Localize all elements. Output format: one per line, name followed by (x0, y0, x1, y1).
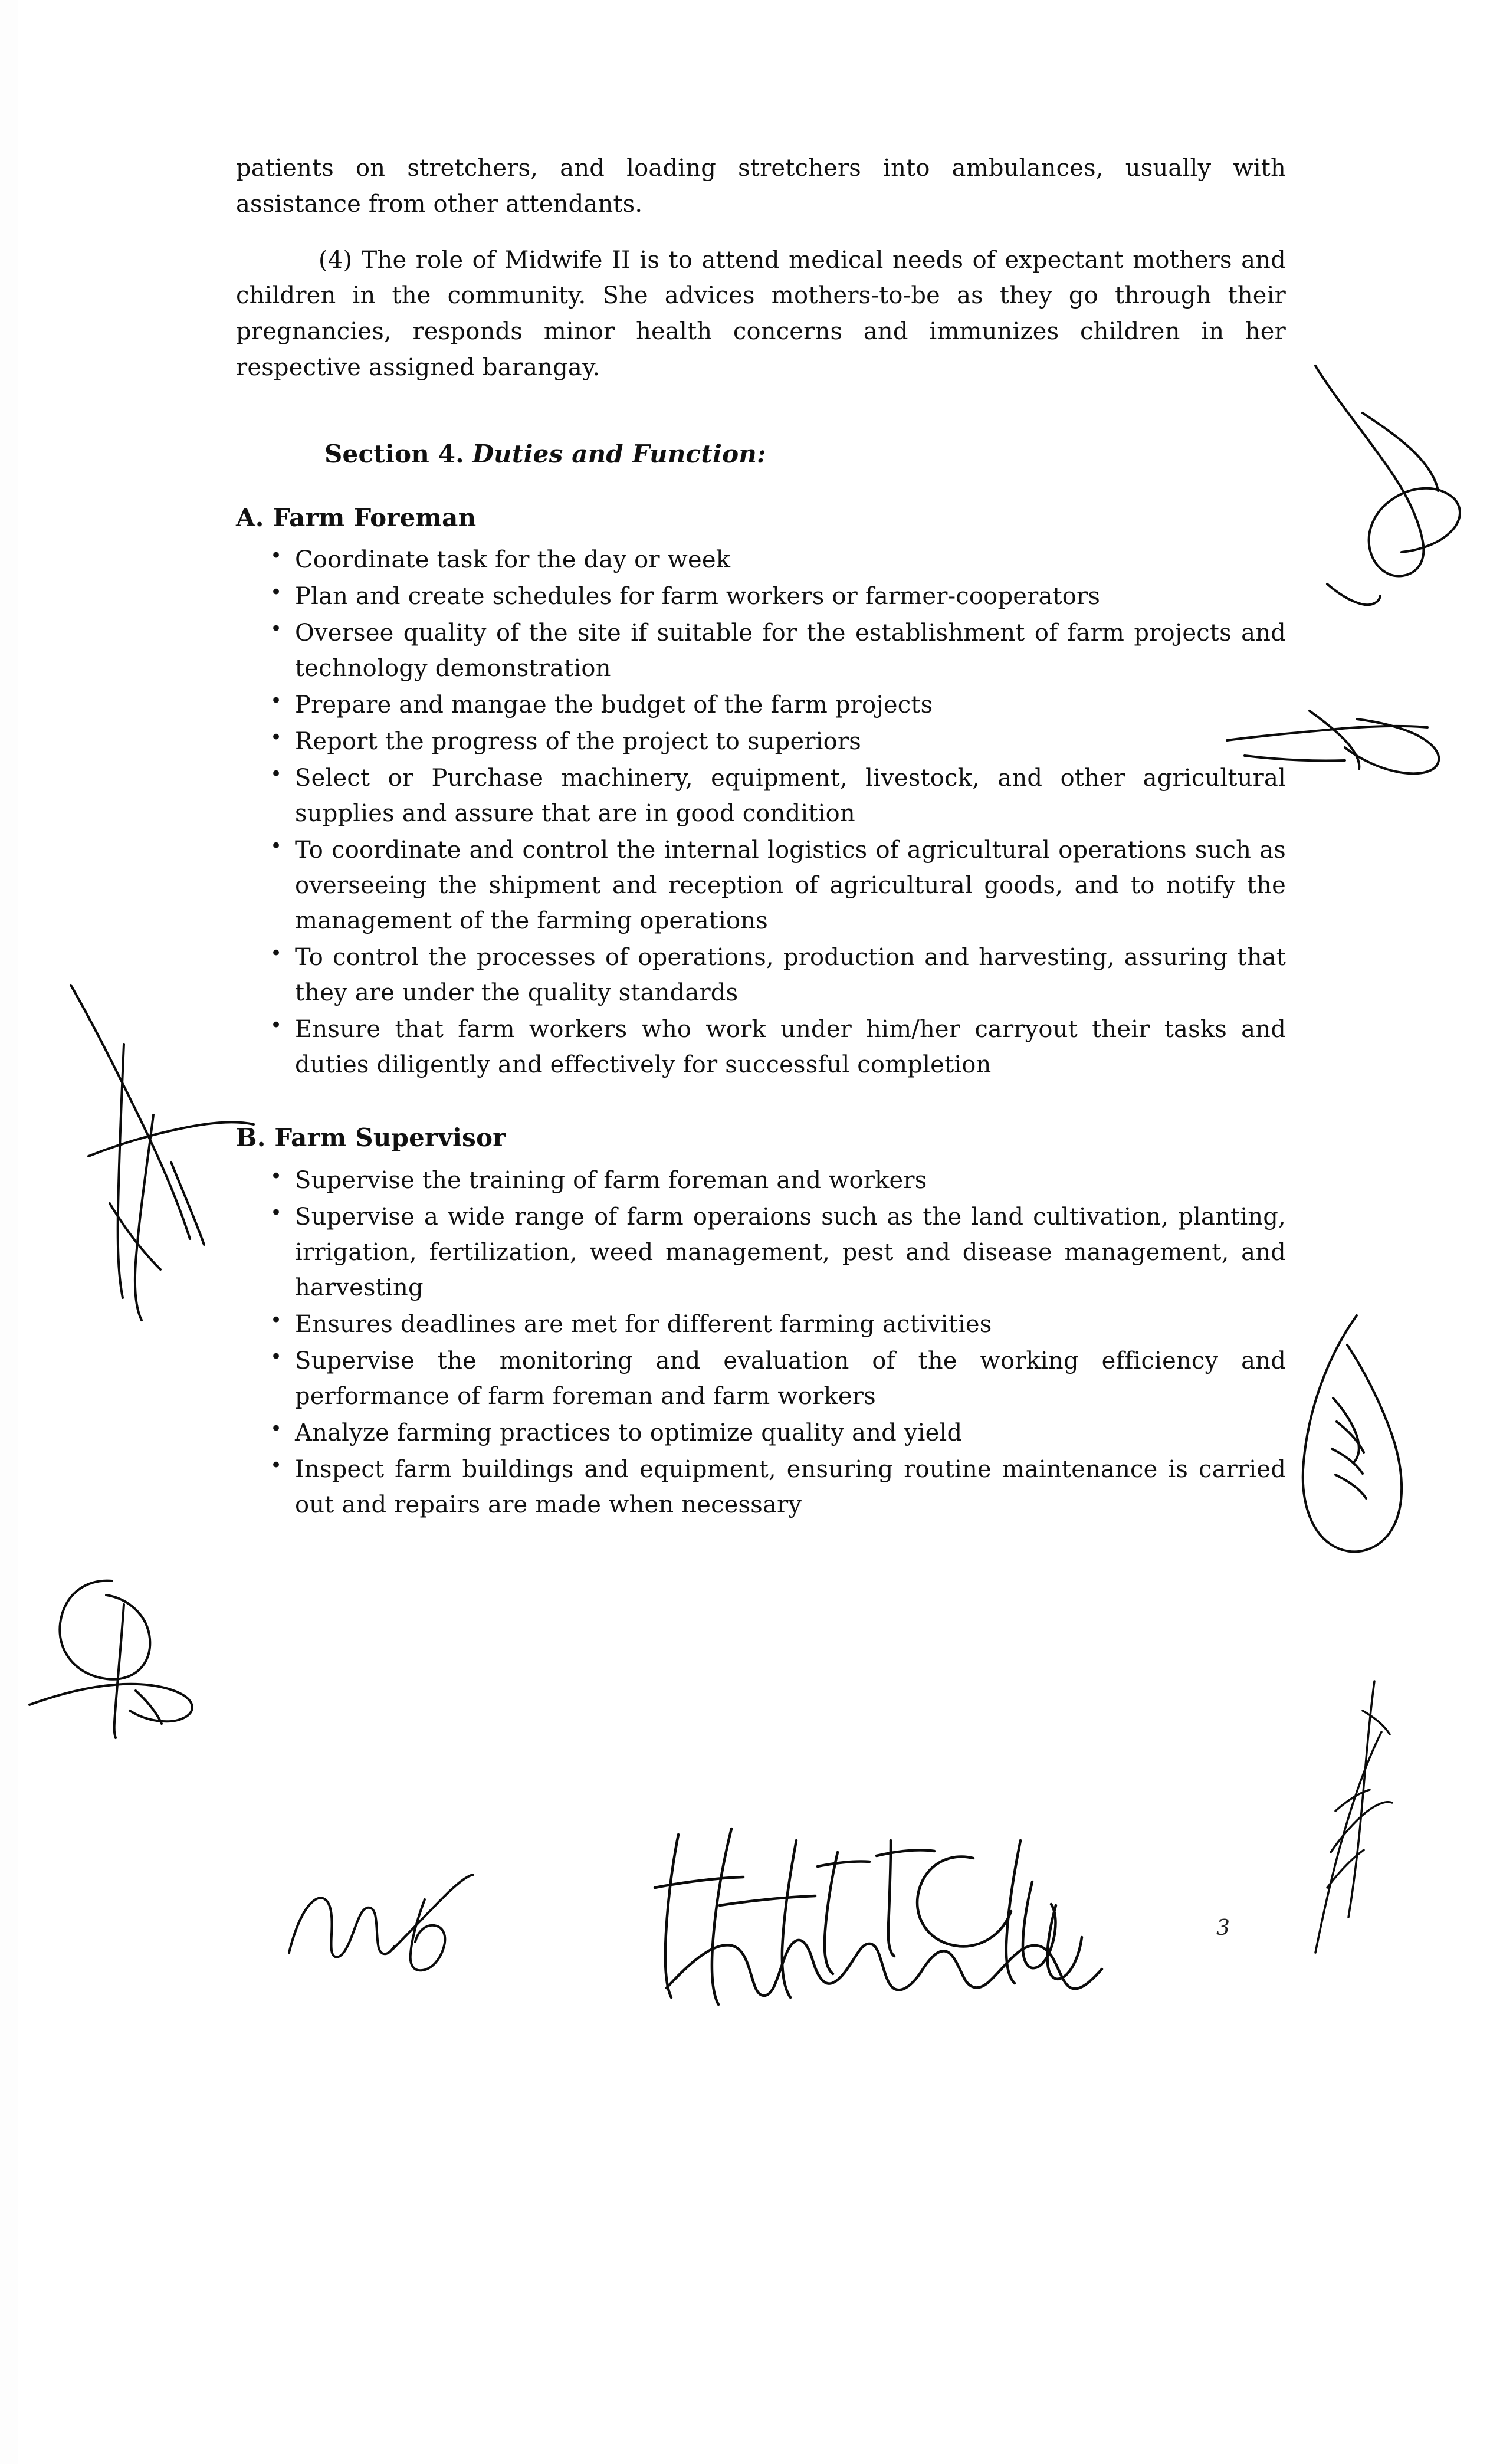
list-item: • Plan and create schedules for farm workers or farmer-cooperators (236, 579, 1286, 614)
list-item: • Analyze farming practices to optimize quality and yield (236, 1415, 1286, 1451)
list-item: • Supervise the training of farm foreman and workers (236, 1163, 1286, 1198)
list-item: • To coordinate and control the internal logistics of agricultural operations such as overseeing the shipment and reception of agricultural goods, and to notify the management of the farming operations (236, 832, 1286, 939)
signature-top-right (1292, 342, 1481, 613)
section-label: Section 4. (324, 439, 464, 468)
page-top-edge (873, 0, 1490, 18)
document-text-body (236, 150, 1286, 1524)
group-label-a: A. Farm Foreman (236, 503, 477, 532)
signature-right-middle (1286, 1304, 1422, 1563)
signature-bottom-center (643, 1817, 1162, 2029)
list-item: • Oversee quality of the site if suitable for the establishment of farm projects and technology demonstration (236, 615, 1286, 686)
paragraph-4: (4) The role of Midwife II is to attend medical needs of expectant mothers and children in the community. She advices mothers-to-be as they go through their pregnancies, responds minor health concerns and immunizes children in her respective assigned barangay. (236, 246, 1286, 381)
list-item: • Ensure that farm workers who work under him/her carryout their tasks and duties diligently and effectively for successful completion (236, 1012, 1286, 1082)
list-item: • Inspect farm buildings and equipment, ensuring routine maintenance is carried out and repairs are made when necessary (236, 1452, 1286, 1523)
signature-bottom-left (277, 1864, 484, 1988)
list-item: • Report the progress of the project to superiors (236, 724, 1286, 759)
group-farm-supervisor (236, 1119, 1286, 1523)
list-item: • To control the processes of operations, production and harvesting, assuring that they are under the quality standards (236, 940, 1286, 1010)
list-item: • Select or Purchase machinery, equipment, livestock, and other agricultural supplies and assure that are in good condition (236, 760, 1286, 831)
section-title: Duties and Function: (472, 439, 766, 468)
list-item: • Prepare and mangae the budget of the farm projects (236, 687, 1286, 723)
duties-list-b (236, 1163, 1286, 1523)
list-item: • Coordinate task for the day or week (236, 542, 1286, 578)
page-left-margin (0, 0, 18, 2464)
page-right-margin (1453, 0, 1490, 2464)
group-label-b: B. Farm Supervisor (236, 1123, 506, 1153)
list-item: • Supervise a wide range of farm operaions such as the land cultivation, planting, irrigation, fertilization, weed management, pest and disease management, and harvesting (236, 1199, 1286, 1305)
section-heading (324, 435, 1286, 473)
duties-list-a (236, 542, 1286, 1082)
signature-right-lower (1304, 1675, 1416, 1958)
continued-paragraph: patients on stretchers, and loading stretchers into ambulances, usually with assistance from other attendants. (236, 155, 1286, 218)
list-item: • Ensures deadlines are met for different farming activities (236, 1307, 1286, 1342)
group-farm-foreman (236, 499, 1286, 1083)
signature-left-lower (24, 1569, 218, 1740)
page-number: 3 (1216, 1916, 1230, 1940)
list-item: • Supervise the monitoring and evaluation of the working efficiency and performance of farm foreman and farm workers (236, 1343, 1286, 1414)
